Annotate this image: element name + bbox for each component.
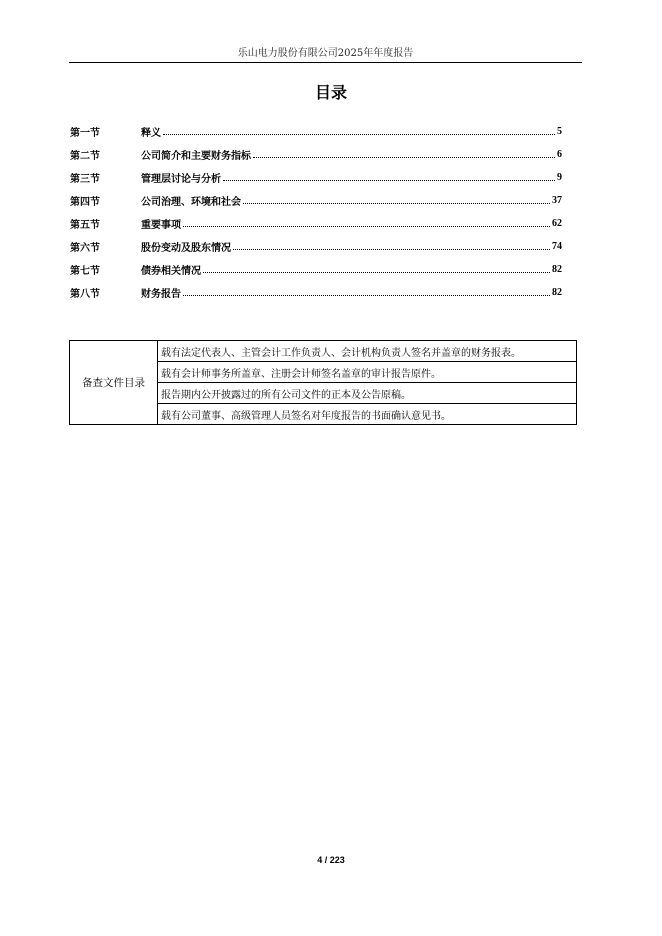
reference-documents-table	[69, 340, 577, 425]
toc-entry[interactable]	[70, 212, 562, 235]
reference-document-item: 载有公司董事、高级管理人员签名对年度报告的书面确认意见书。	[158, 404, 577, 425]
toc-page-number: 74	[552, 241, 562, 252]
toc-page-number: 62	[552, 218, 562, 229]
toc-dot-leader	[183, 295, 550, 296]
toc-section-number: 第七节	[70, 266, 100, 277]
table-row	[70, 341, 577, 362]
header-rule	[69, 62, 582, 63]
toc-section-number: 第八节	[70, 289, 100, 300]
toc-entry[interactable]	[70, 120, 562, 143]
toc-dot-leader	[163, 134, 555, 135]
toc-dot-leader	[223, 180, 555, 181]
toc-entry[interactable]	[70, 143, 562, 166]
reference-document-item: 载有法定代表人、主管会计工作负责人、会计机构负责人签名并盖章的财务报表。	[158, 341, 577, 362]
toc-dot-leader	[203, 272, 550, 273]
toc-section-number: 第一节	[70, 128, 100, 139]
toc-section-title: 债券相关情况	[141, 266, 201, 277]
toc-dot-leader	[253, 157, 555, 158]
toc-page-number: 82	[552, 264, 562, 275]
toc-entry[interactable]	[70, 258, 562, 281]
toc-section-number: 第二节	[70, 151, 100, 162]
toc-entry[interactable]	[70, 166, 562, 189]
toc-dot-leader	[243, 203, 550, 204]
toc-section-title: 管理层讨论与分析	[141, 174, 221, 185]
toc-section-title: 公司简介和主要财务指标	[141, 151, 251, 162]
toc-entry[interactable]	[70, 235, 562, 258]
toc-section-title: 股份变动及股东情况	[141, 243, 231, 254]
toc-section-number: 第五节	[70, 220, 100, 231]
toc-section-number: 第四节	[70, 197, 100, 208]
toc-section-title: 重要事项	[141, 220, 181, 231]
reference-document-item: 载有会计师事务所盖章、注册会计师签名盖章的审计报告原件。	[158, 362, 577, 383]
toc-section-title: 公司治理、环境和社会	[141, 197, 241, 208]
toc-title: 目录	[314, 83, 347, 102]
toc-section-number: 第六节	[70, 243, 100, 254]
table-of-contents	[70, 120, 562, 304]
toc-page-number: 5	[557, 126, 562, 137]
toc-section-title: 释义	[141, 128, 161, 139]
toc-section-number: 第三节	[70, 174, 100, 185]
toc-page-number: 6	[557, 149, 562, 160]
page-number-footer: 4 / 223	[317, 855, 345, 865]
toc-dot-leader	[183, 226, 550, 227]
toc-section-title: 财务报告	[141, 289, 181, 300]
reference-document-item: 报告期内公开披露过的所有公司文件的正本及公告原稿。	[158, 383, 577, 404]
toc-page-number: 37	[552, 195, 562, 206]
page-header: 乐山电力股份有限公司2025年年度报告	[237, 48, 414, 59]
toc-entry[interactable]	[70, 281, 562, 304]
reference-documents-label: 备查文件目录	[70, 341, 158, 425]
toc-dot-leader	[233, 249, 550, 250]
toc-page-number: 9	[557, 172, 562, 183]
toc-entry[interactable]	[70, 189, 562, 212]
toc-page-number: 82	[552, 287, 562, 298]
